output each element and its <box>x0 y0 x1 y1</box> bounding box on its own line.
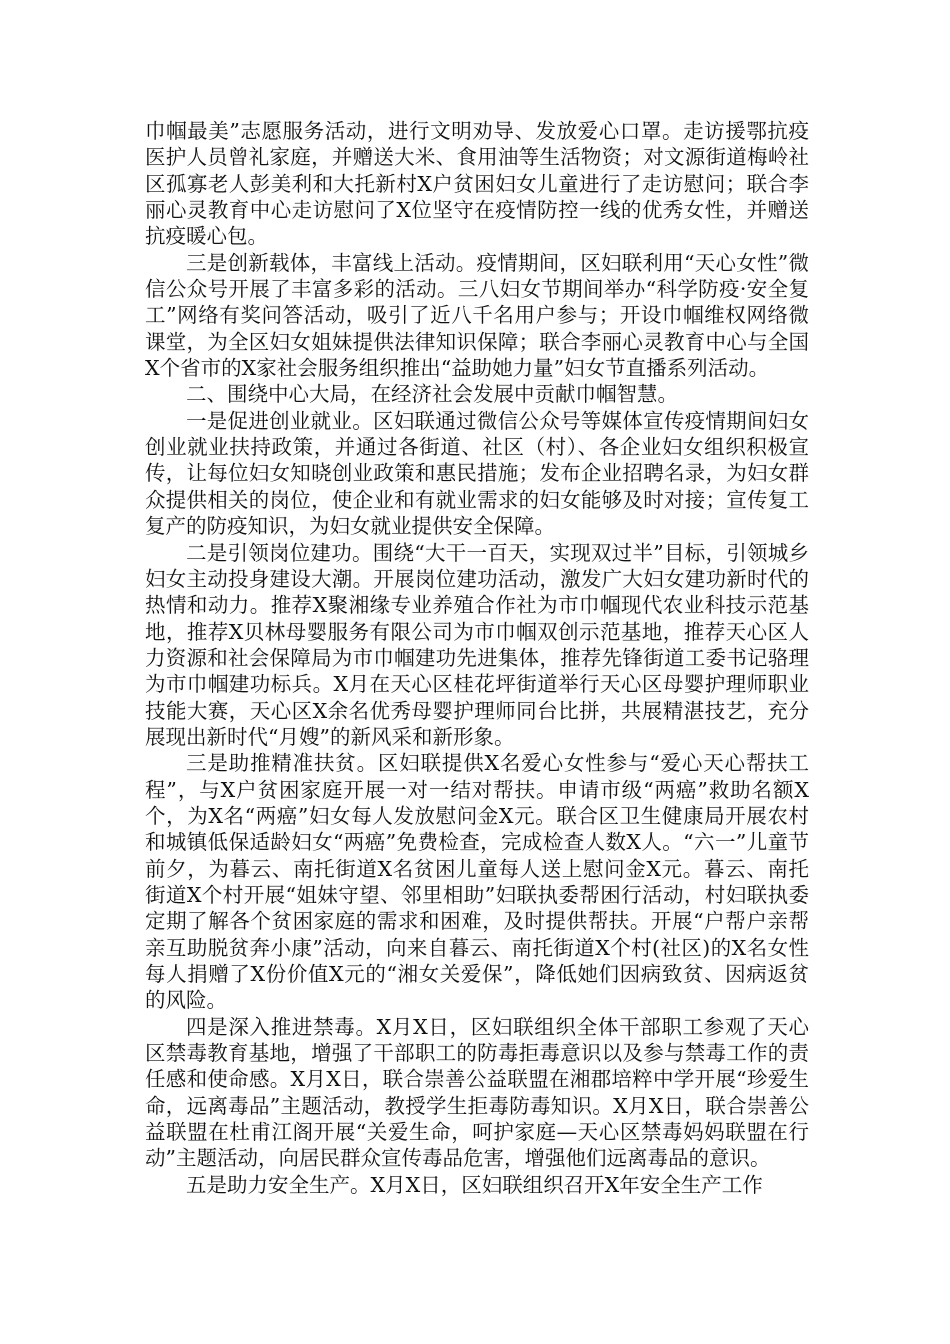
paragraph-online-activities: 三是创新载体，丰富线上活动。疫情期间，区妇联利用“天心女性”微信公众号开展了丰富多彩的活动。三八妇女节期间举办“科学防疫·安全复工”网络有奖问答活动，吸引了近八千名用户参与；开设巾帼维权网络微课堂，为全区妇女姐妹提供法律知识保障；联合李丽心灵教育中心与全国X个省市的X家社会服务组织推出“益助她力量”妇女节直播系列活动。 <box>145 250 809 381</box>
paragraph-job-contribution: 二是引领岗位建功。围绕“大干一百天，实现双过半”目标，引领城乡妇女主动投身建设大潮。开展岗位建功活动，激发广大妇女建功新时代的热情和动力。推荐X聚湘缘专业养殖合作社为市巾帼现代农业科技示范基地，推荐X贝林母婴服务有限公司为市巾帼双创示范基地，推荐天心区人力资源和社会保障局为市巾帼建功先进集体，推荐先锋街道工委书记骆理为市巾帼建功标兵。X月在天心区桂花坪街道举行天心区母婴护理师职业技能大赛，天心区X余名优秀母婴护理师同台比拼，共展精湛技艺，充分展现出新时代“月嫂”的新风采和新形象。 <box>145 540 809 749</box>
paragraph-poverty-alleviation: 三是助推精准扶贫。区妇联提供X名爱心女性参与“爱心天心帮扶工程”，与X户贫困家庭开展一对一结对帮扶。申请市级“两癌”救助名额X个，为X名“两癌”妇女每人发放慰问金X元。联合区卫生健康局开展农村和城镇低保适龄妇女“两癌”免费检查，完成检查人数X人。“六一”儿童节前夕，为暮云、南托街道X名贫困儿童每人送上慰问金X元。暮云、南托街道X个村开展“姐妹守望、邻里相助”妇联执委帮困行活动，村妇联执委定期了解各个贫困家庭的需求和困难，及时提供帮扶。开展“户帮户亲帮亲互助脱贫奔小康”活动，向来自暮云、南托街道X个村(社区)的X名女性每人捐赠了X份价值X元的“湘女关爱保”，降低她们因病致贫、因病返贫的风险。 <box>145 751 809 1013</box>
paragraph-employment: 一是促进创业就业。区妇联通过微信公众号等媒体宣传疫情期间妇女创业就业扶持政策，并通过各街道、社区（村）、各企业妇女组织积极宣传，让每位妇女知晓创业政策和惠民措施；发布企业招聘名录，为妇女群众提供相关的岗位，使企业和有就业需求的妇女能够及时对接；宣传复工复产的防疫知识，为妇女就业提供安全保障。 <box>145 408 809 539</box>
paragraph-anti-drug: 四是深入推进禁毒。X月X日，区妇联组织全体干部职工参观了天心区禁毒教育基地，增强了干部职工的防毒拒毒意识以及参与禁毒工作的责任感和使命感。X月X日，联合崇善公益联盟在湘郡培粹中学开展“珍爱生命，远离毒品”主题活动，教授学生拒毒防毒知识。X月X日，联合崇善公益联盟在杜甫江阁开展“关爱生命，呵护家庭—天心区禁毒妈妈联盟在行动”主题活动，向居民群众宣传毒品危害，增强他们远离毒品的意识。 <box>145 1014 809 1171</box>
paragraph-safety-production: 五是助力安全生产。X月X日，区妇联组织召开X年安全生产工作 <box>186 1172 763 1197</box>
section-heading-two: 二、围绕中心大局，在经济社会发展中贡献巾帼智慧。 <box>186 382 678 407</box>
document-page <box>145 118 809 1198</box>
paragraph-continuation: 巾帼最美”志愿服务活动，进行文明劝导、发放爱心口罩。走访援鄂抗疫医护人员曾礼家庭，并赠送大米、食用油等生活物资；对文源街道梅岭社区孤寡老人彭美利和大托新村X户贫困妇女儿童进行了走访慰问；联合李丽心灵教育中心走访慰问了X位坚守在疫情防控一线的优秀女性，并赠送抗疫暖心包。 <box>145 119 809 249</box>
